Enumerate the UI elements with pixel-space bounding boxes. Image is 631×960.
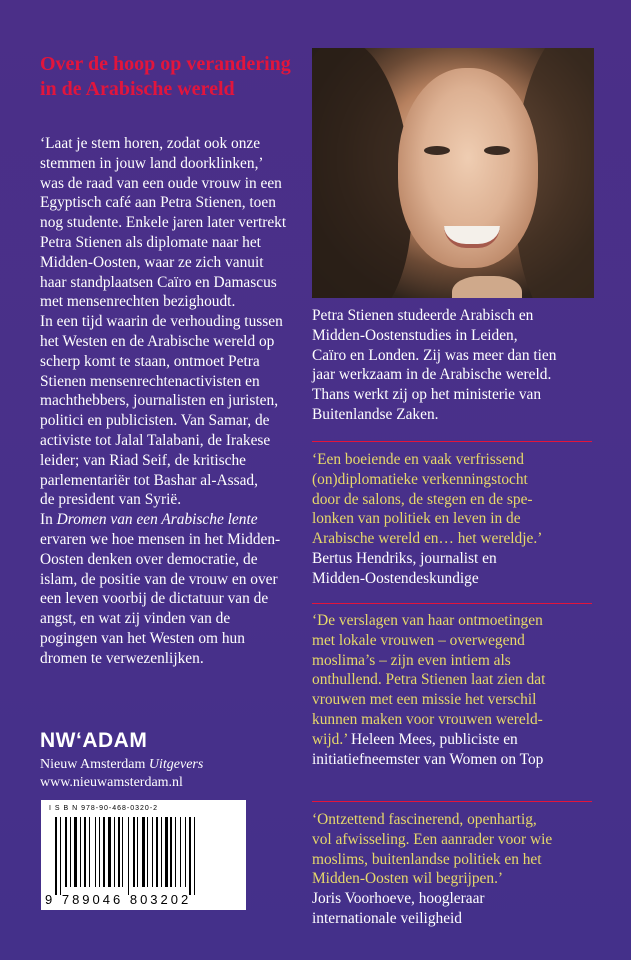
author-bio bbox=[312, 306, 612, 425]
blurb-line: Stienen mensenrechtenactivisten en bbox=[40, 372, 260, 390]
publisher-logo: NW‘ADAM bbox=[40, 729, 148, 752]
quote-line: moslims, buitenlandse politiek en het bbox=[312, 850, 542, 868]
heading-line: Over de hoop op verandering bbox=[40, 53, 291, 75]
blurb-line: leider; van Riad Seif, de kritische bbox=[40, 451, 247, 469]
review-quote bbox=[312, 611, 612, 769]
divider-rule bbox=[312, 801, 592, 802]
author-photo bbox=[312, 48, 594, 298]
blurb-line: haar standplaatsen Caïro en Damascus bbox=[40, 273, 277, 291]
blurb-line: nog studente. Enkele jaren later vertrekt bbox=[40, 214, 287, 232]
quote-line: met lokale vrouwen – overwegend bbox=[312, 631, 525, 649]
attribution-line: internationale veiligheid bbox=[312, 909, 463, 927]
blurb-line: ervaren we hoe mensen in het Midden- bbox=[40, 530, 281, 548]
quote-line: Arabische wereld en… het wereldje.’ bbox=[312, 530, 543, 548]
review-quote bbox=[312, 450, 612, 589]
quote-line: vrouwen met een missie het verschil bbox=[312, 691, 537, 709]
blurb-line: Petra Stienen als diplomate naar het bbox=[40, 233, 261, 251]
blurb-line: een leven voorbij de dictatuur van de bbox=[40, 590, 269, 608]
blurb-line: Midden-Oosten, waar ze zich vanuit bbox=[40, 253, 264, 271]
blurb-line: activiste tot Jalal Talabani, de Irakese bbox=[40, 431, 271, 449]
bio-line: jaar werkzaam in de Arabische wereld. bbox=[312, 366, 552, 384]
quote-line: ‘De verslagen van haar ontmoetingen bbox=[312, 612, 543, 629]
review-quote bbox=[312, 810, 612, 929]
bio-line: Buitenlandse Zaken. bbox=[312, 405, 439, 423]
blurb-line: met mensenrechten bezighoudt. bbox=[40, 293, 236, 311]
quote-line: lonken van politiek en leven in de bbox=[312, 510, 521, 528]
quote-line: vol afwisseling. Een aanrader voor wie bbox=[312, 830, 553, 848]
blurb-line: de president van Syrië. bbox=[40, 491, 182, 509]
blurb-line: islam, de positie van de vrouw en over bbox=[40, 570, 278, 588]
bio-line: Thans werkt zij op het ministerie van bbox=[312, 386, 542, 404]
attribution-line: Bertus Hendriks, journalist en bbox=[312, 549, 497, 567]
bio-line: Petra Stienen studeerde Arabisch en bbox=[312, 307, 534, 324]
attribution-line: Joris Voorhoeve, hoogleraar bbox=[312, 890, 485, 908]
blurb-line: was de raad van een oude vrouw in een bbox=[40, 174, 282, 192]
cover-heading bbox=[40, 52, 330, 102]
quote-line: (on)diplomatieke verkenningstocht bbox=[312, 470, 528, 488]
blurb-line: parlementariër tot Bashar al-Assad, bbox=[40, 471, 258, 489]
attribution-line: Midden-Oostendeskundige bbox=[312, 569, 479, 587]
quote-line: kunnen maken voor vrouwen wereld- bbox=[312, 710, 543, 728]
quote-line: moslima’s – zijn even intiem als bbox=[312, 651, 511, 669]
blurb-line: Egyptisch café aan Petra Stienen, toen bbox=[40, 194, 276, 212]
blurb-line: pogingen van het Westen om hun bbox=[40, 629, 245, 647]
quote-line: ‘Ontzettend fascinerend, openhartig, bbox=[312, 811, 537, 828]
divider-rule bbox=[312, 441, 592, 442]
blurb-line: het Westen en de Arabische wereld op bbox=[40, 332, 275, 350]
blurb-line: politici en publicisten. Van Samar, de bbox=[40, 412, 270, 430]
blurb-line: In een tijd waarin de verhouding tussen bbox=[40, 313, 283, 331]
publisher-url: www.nieuwamsterdam.nl bbox=[40, 775, 183, 790]
quote-line: door de salons, de stegen en de spe- bbox=[312, 490, 533, 508]
publisher-name: Nieuw Amsterdam Uitgevers bbox=[40, 757, 204, 772]
quote-line: onthullend. Petra Stienen laat zien dat bbox=[312, 671, 546, 689]
attribution-line: initiatiefneemster van Women on Top bbox=[312, 750, 544, 768]
blurb-line: stemmen in jouw land doorklinken,’ bbox=[40, 154, 264, 172]
divider-rule bbox=[312, 603, 592, 604]
blurb-line: In Dromen van een Arabische lente bbox=[40, 511, 258, 529]
barcode-digits: 9 789046 803202 bbox=[45, 892, 192, 907]
blurb-line: dromen te verwezenlijken. bbox=[40, 649, 204, 667]
blurb-line: machthebbers, journalisten en juristen, bbox=[40, 392, 279, 410]
bio-line: Caïro en Londen. Zij was meer dan tien bbox=[312, 346, 557, 364]
blurb-line: angst, en wat zij vinden van de bbox=[40, 610, 231, 628]
barcode-bars bbox=[55, 817, 239, 891]
heading-line: in de Arabische wereld bbox=[40, 78, 235, 100]
blurb-line: scherp komt te staan, ontmoet Petra bbox=[40, 352, 260, 370]
isbn-barcode bbox=[41, 800, 246, 910]
blurb-line: Oosten denken over democratie, de bbox=[40, 550, 258, 568]
quote-line: wijd.’ Heleen Mees, publiciste en bbox=[312, 730, 518, 748]
blurb-line: ‘Laat je stem horen, zodat ook onze bbox=[40, 135, 261, 152]
blurb-text bbox=[40, 134, 330, 669]
quote-line: Midden-Oosten wil begrijpen.’ bbox=[312, 870, 504, 888]
quote-line: ‘Een boeiende en vaak verfrissend bbox=[312, 451, 524, 468]
isbn-text: I S B N 978-90-468-0320-2 bbox=[49, 805, 159, 812]
bio-line: Midden-Oostenstudies in Leiden, bbox=[312, 326, 518, 344]
